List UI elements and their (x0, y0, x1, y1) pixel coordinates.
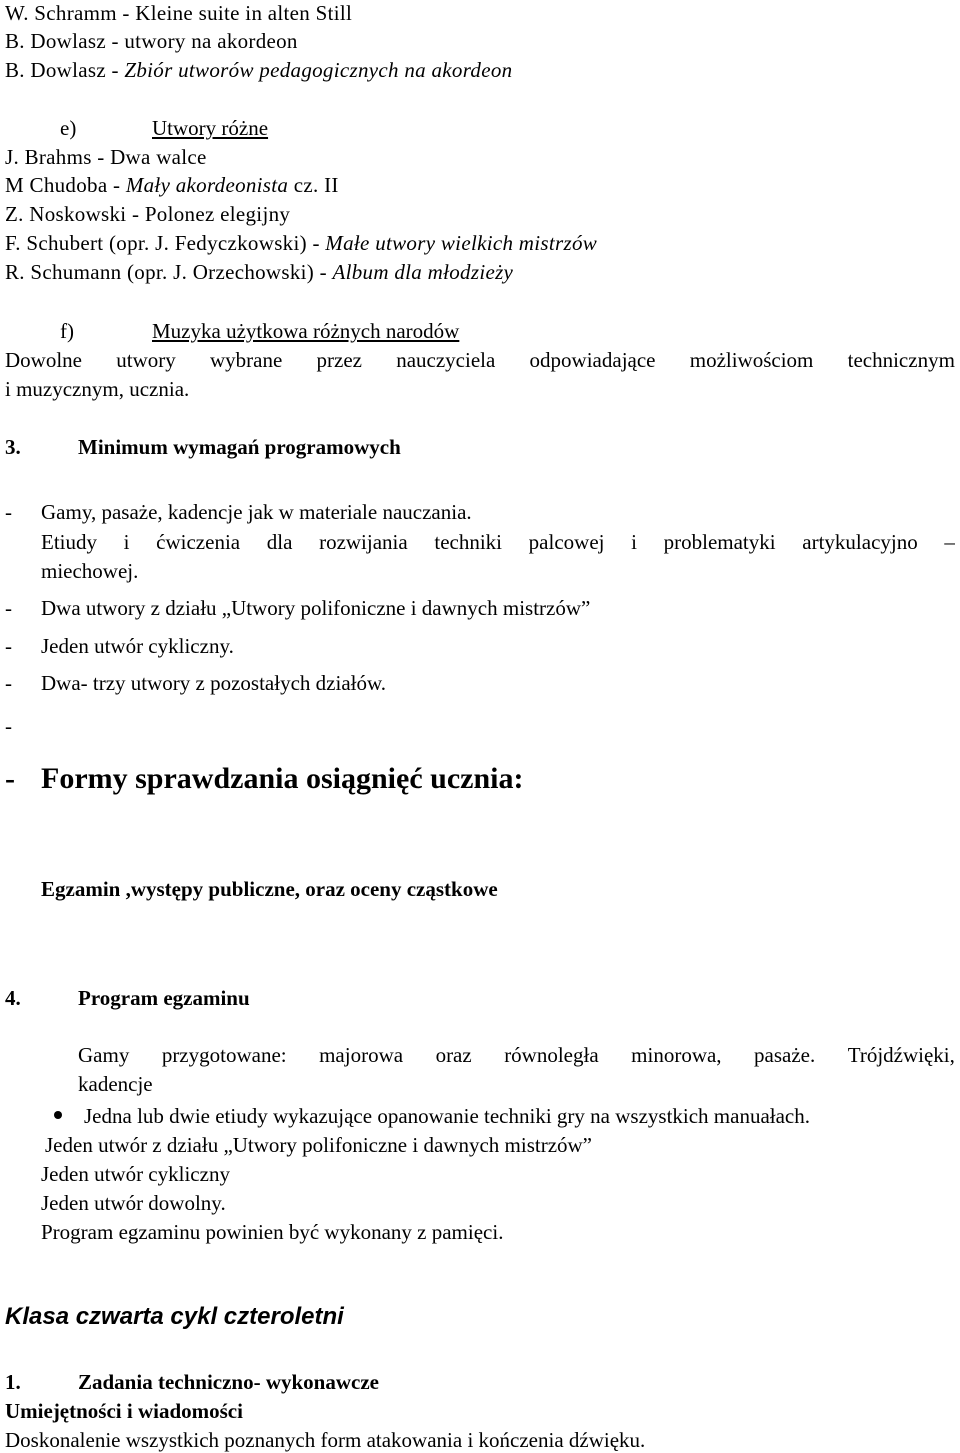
section-number: 1. (5, 1370, 21, 1394)
section-title: Utwory różne (152, 116, 269, 140)
paragraph-line: kadencje (78, 1072, 153, 1096)
section-letter: e) (60, 116, 77, 140)
dash-marker: - (5, 714, 12, 738)
list-item: W. Schramm - Kleine suite in alten Still (5, 1, 353, 25)
section-number: 4. (5, 986, 21, 1010)
list-item: Jeden utwór cykliczny. (41, 634, 234, 658)
dash-marker: - (5, 671, 12, 695)
section-title: Minimum wymagań programowych (78, 435, 401, 459)
list-item: Program egzaminu powinien być wykonany z pamięci. (41, 1220, 504, 1244)
list-item: Jeden utwór dowolny. (41, 1191, 226, 1215)
paragraph-line: miechowej. (41, 559, 139, 583)
section-subheading: Egzamin ,występy publiczne, oraz oceny cząstkowe (41, 877, 498, 901)
list-item: Z. Noskowski - Polonez elegijny (5, 202, 291, 226)
dash-marker: - (5, 762, 15, 795)
section-letter: f) (60, 319, 74, 343)
list-item: J. Brahms - Dwa walce (5, 145, 207, 169)
list-item: Jeden utwór cykliczny (41, 1162, 230, 1186)
paragraph-line: Gamy przygotowane: majorowa oraz równoległa minorowa, pasaże. Trójdźwięki, (78, 1043, 955, 1067)
list-item: B. Dowlasz - Zbiór utworów pedagogicznych na akordeon (5, 58, 513, 82)
paragraph-line: Doskonalenie wszystkich poznanych form atakowania i kończenia dźwięku. (5, 1428, 646, 1452)
list-item: Dwa utwory z działu „Utwory polifoniczne i dawnych mistrzów” (41, 596, 591, 620)
section-number: 3. (5, 435, 21, 459)
list-item: Jeden utwór z działu „Utwory polifoniczne i dawnych mistrzów” (45, 1133, 592, 1157)
list-item: Dwa- trzy utwory z pozostałych działów. (41, 671, 387, 695)
section-heading: Formy sprawdzania osiągnięć ucznia: (41, 762, 524, 795)
section-title: Zadania techniczno- wykonawcze (78, 1370, 379, 1394)
list-item: F. Schubert (opr. J. Fedyczkowski) - Małe utwory wielkich mistrzów (5, 231, 598, 255)
list-item: Gamy, pasaże, kadencje jak w materiale nauczania. (41, 500, 472, 524)
paragraph-line: Dowolne utwory wybrane przez nauczyciela odpowiadające możliwościom technicznym (5, 348, 955, 372)
list-item: R. Schumann (opr. J. Orzechowski) - Album dla młodzieży (5, 260, 514, 284)
list-item: B. Dowlasz - utwory na akordeon (5, 29, 298, 53)
paragraph-line: i muzycznym, ucznia. (5, 377, 190, 401)
section-subheading: Umiejętności i wiadomości (5, 1399, 243, 1423)
section-title: Muzyka użytkowa różnych narodów (152, 319, 460, 343)
dash-marker: - (5, 500, 12, 524)
dash-marker: - (5, 596, 12, 620)
section-title: Program egzaminu (78, 986, 250, 1010)
dash-marker: - (5, 634, 12, 658)
bullet-icon (54, 1111, 62, 1119)
paragraph-line: Etiudy i ćwiczenia dla rozwijania techniki palcowej i problematyki artykulacyjno – (41, 530, 955, 554)
list-item: Jedna lub dwie etiudy wykazujące opanowanie techniki gry na wszystkich manuałach. (84, 1104, 811, 1128)
class-heading: Klasa czwarta cykl czteroletni (5, 1303, 344, 1330)
list-item: M Chudoba - Mały akordeonista cz. II (5, 173, 339, 197)
